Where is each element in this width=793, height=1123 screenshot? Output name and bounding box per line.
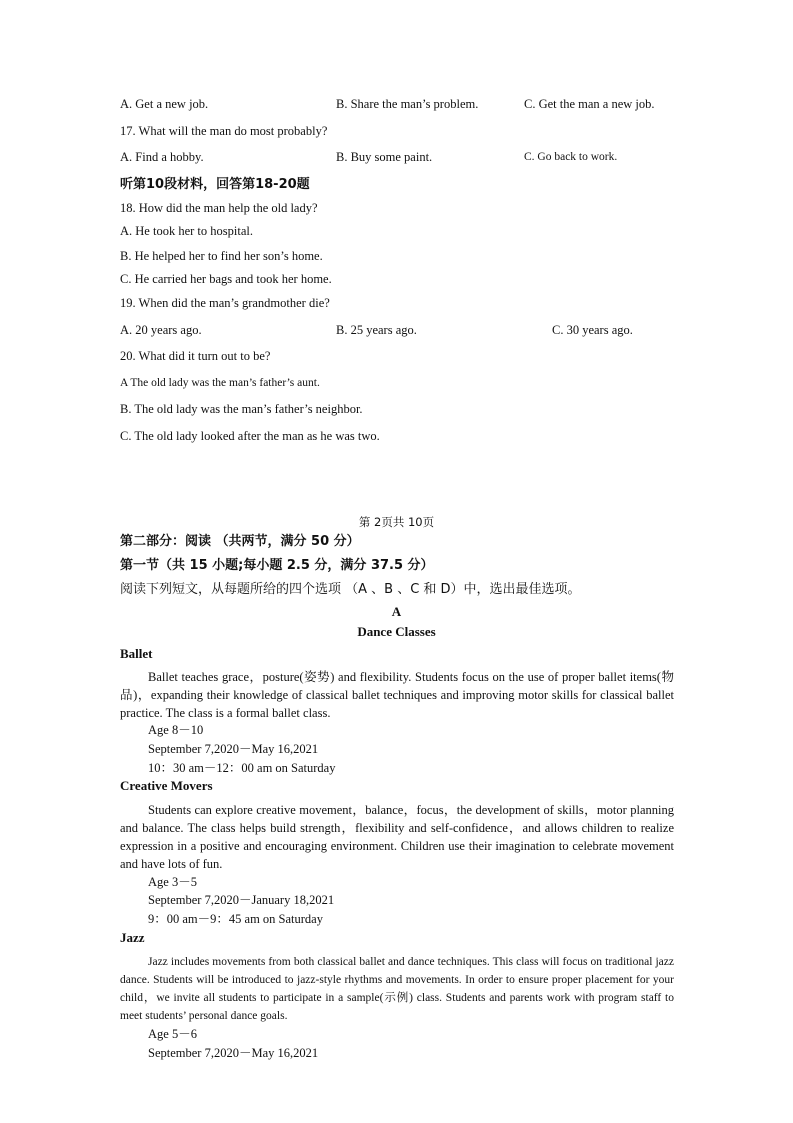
jazz-description: Jazz includes movements from both classical ballet and dance techniques. This class will focus on traditional jazz dance. Students will be introduced to jazz-style rhythms and movements. In order to ensure proper placement for your child，we invite all students to participate in a sample(示例) class. Students and parents work with program staff to meet students’ personal dance goals.: [120, 956, 674, 1022]
passage-title: Dance Classes: [357, 624, 436, 639]
q20-option-c: C. The old lady looked after the man as he was two.: [120, 429, 380, 443]
q18-option-b: B. He helped her to find her son’s home.: [120, 249, 323, 263]
q18-question: 18. How did the man help the old lady?: [120, 201, 318, 215]
creative-movers-description: Students can explore creative movement，balance，focus，the development of skills，motor planning and balance. The class helps build strength，flexibility and self-confidence，and allows children to realize expression in a positive and encouraging environment. Children use their imagination to celebrate movement and have lots of fun.: [120, 803, 674, 871]
q17-option-a: A. Find a hobby.: [120, 150, 204, 164]
ballet-heading: Ballet: [120, 646, 153, 661]
q17-question: 17. What will the man do most probably?: [120, 124, 328, 138]
jazz-heading: Jazz: [120, 930, 145, 945]
ballet-dates: September 7,2020－May 16,2021: [148, 742, 319, 756]
q19-option-b: B. 25 years ago.: [336, 323, 417, 337]
ballet-time: 10：30 am－12：00 am on Saturday: [148, 761, 336, 775]
creative-movers-heading: Creative Movers: [120, 778, 213, 793]
q17-option-b: B. Buy some paint.: [336, 150, 433, 164]
q20-option-b: B. The old lady was the man’s father’s neighbor.: [120, 402, 363, 416]
q16-option-b: B. Share the man’s problem.: [336, 97, 479, 111]
creative-movers-dates: September 7,2020－January 18,2021: [148, 893, 335, 907]
jazz-age: Age 5－6: [148, 1027, 197, 1041]
creative-movers-time: 9：00 am－9：45 am on Saturday: [148, 912, 323, 926]
creative-movers-age: Age 3－5: [148, 875, 197, 889]
ballet-description: Ballet teaches grace，posture(姿势) and flexibility. Students focus on the use of proper ballet items(物品)，expanding their knowledge of classical ballet techniques and improving motor skills for classical ballet practice. The class is a formal ballet class.: [120, 670, 674, 720]
section10-heading: 听第10段材料，回答第18-20题: [120, 177, 310, 192]
q20-question: 20. What did it turn out to be?: [120, 349, 271, 363]
q16-option-c: C. Get the man a new job.: [524, 97, 655, 111]
q18-option-c: C. He carried her bags and took her home.: [120, 272, 332, 286]
ballet-age: Age 8－10: [148, 723, 204, 737]
q16-option-a: A. Get a new job.: [120, 97, 209, 111]
q20-option-a: A The old lady was the man’s father’s aunt.: [120, 377, 320, 389]
page-footer: 第 2页共 10页: [358, 515, 435, 529]
q19-option-c: C. 30 years ago.: [552, 323, 633, 337]
instructions: 阅读下列短文，从每题所给的四个选项 （A 、B 、C 和 D）中，选出最佳选项。: [120, 582, 581, 597]
section1-heading: 第一节（共 15 小题;每小题 2.5 分，满分 37.5 分）: [120, 558, 434, 573]
jazz-dates: September 7,2020－May 16,2021: [148, 1046, 319, 1060]
part2-heading: 第二部分：阅读 （共两节，满分 50 分）: [120, 534, 360, 549]
q18-option-a: A. He took her to hospital.: [120, 224, 253, 238]
passage-letter: A: [391, 604, 402, 619]
q17-option-c: C. Go back to work.: [524, 151, 618, 163]
q19-question: 19. When did the man’s grandmother die?: [120, 296, 330, 310]
q19-option-a: A. 20 years ago.: [120, 323, 202, 337]
